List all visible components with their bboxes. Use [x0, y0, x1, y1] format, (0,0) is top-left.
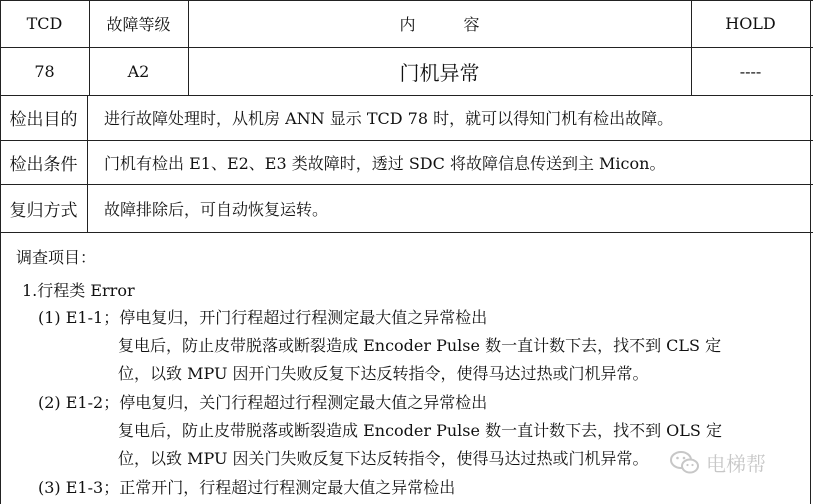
table-border-right — [810, 0, 811, 504]
row-value-reset: 故障排除后，可自动恢复运转。 — [104, 199, 329, 219]
investigation-line: (2) E1-2；停电复归，关门行程超过行程测定最大值之异常检出 — [38, 393, 488, 412]
header-tcd: TCD — [26, 14, 63, 33]
row-label-reset: 复归方式 — [9, 200, 78, 221]
header-hold: HOLD — [725, 14, 776, 33]
fault-content: 门机异常 — [399, 60, 480, 85]
fault-level: A2 — [127, 61, 150, 81]
investigation-line: 位，以致 MPU 因关门失败反复下达反转指令，使得马达过热或门机异常。 — [118, 449, 649, 468]
row-label-condition: 检出条件 — [9, 154, 78, 175]
investigation-line: (1) E1-1；停电复归，开门行程超过行程测定最大值之异常检出 — [38, 308, 488, 327]
row-value-purpose: 进行故障处理时，从机房 ANN 显示 TCD 78 时，就可以得知门机有检出故障。 — [104, 109, 674, 128]
investigation-line: 复电后，防止皮带脱落或断裂造成 Encoder Pulse 数一直计数下去，找不到 CLS 定 — [118, 336, 722, 355]
fault-tcd: 78 — [34, 61, 55, 81]
row-label-purpose: 检出目的 — [9, 110, 78, 130]
investigation-title: 调查项目： — [16, 248, 97, 267]
investigation-line: (3) E1-3；正常开门，行程超过行程测定最大值之异常检出 — [38, 478, 456, 497]
header-level: 故障等级 — [106, 15, 171, 34]
fault-hold: ---- — [739, 61, 762, 81]
header-content: 内 容 — [399, 15, 480, 34]
investigation-line: 复电后，防止皮带脱落或断裂造成 Encoder Pulse 数一直计数下去，找不到 OLS 定 — [118, 421, 722, 440]
table-divider-v — [87, 95, 88, 232]
watermark-text: 电梯帮 — [706, 452, 766, 476]
investigation-line: 位，以致 MPU 因开门失败反复下达反转指令，使得马达过热或门机异常。 — [118, 364, 649, 383]
investigation-line: 1.行程类 Error — [22, 281, 135, 300]
row-value-condition: 门机有检出 E1、E2、E3 类故障时，透过 SDC 将故障信息传送到主 Micon。 — [104, 153, 666, 173]
table-divider — [0, 232, 813, 233]
